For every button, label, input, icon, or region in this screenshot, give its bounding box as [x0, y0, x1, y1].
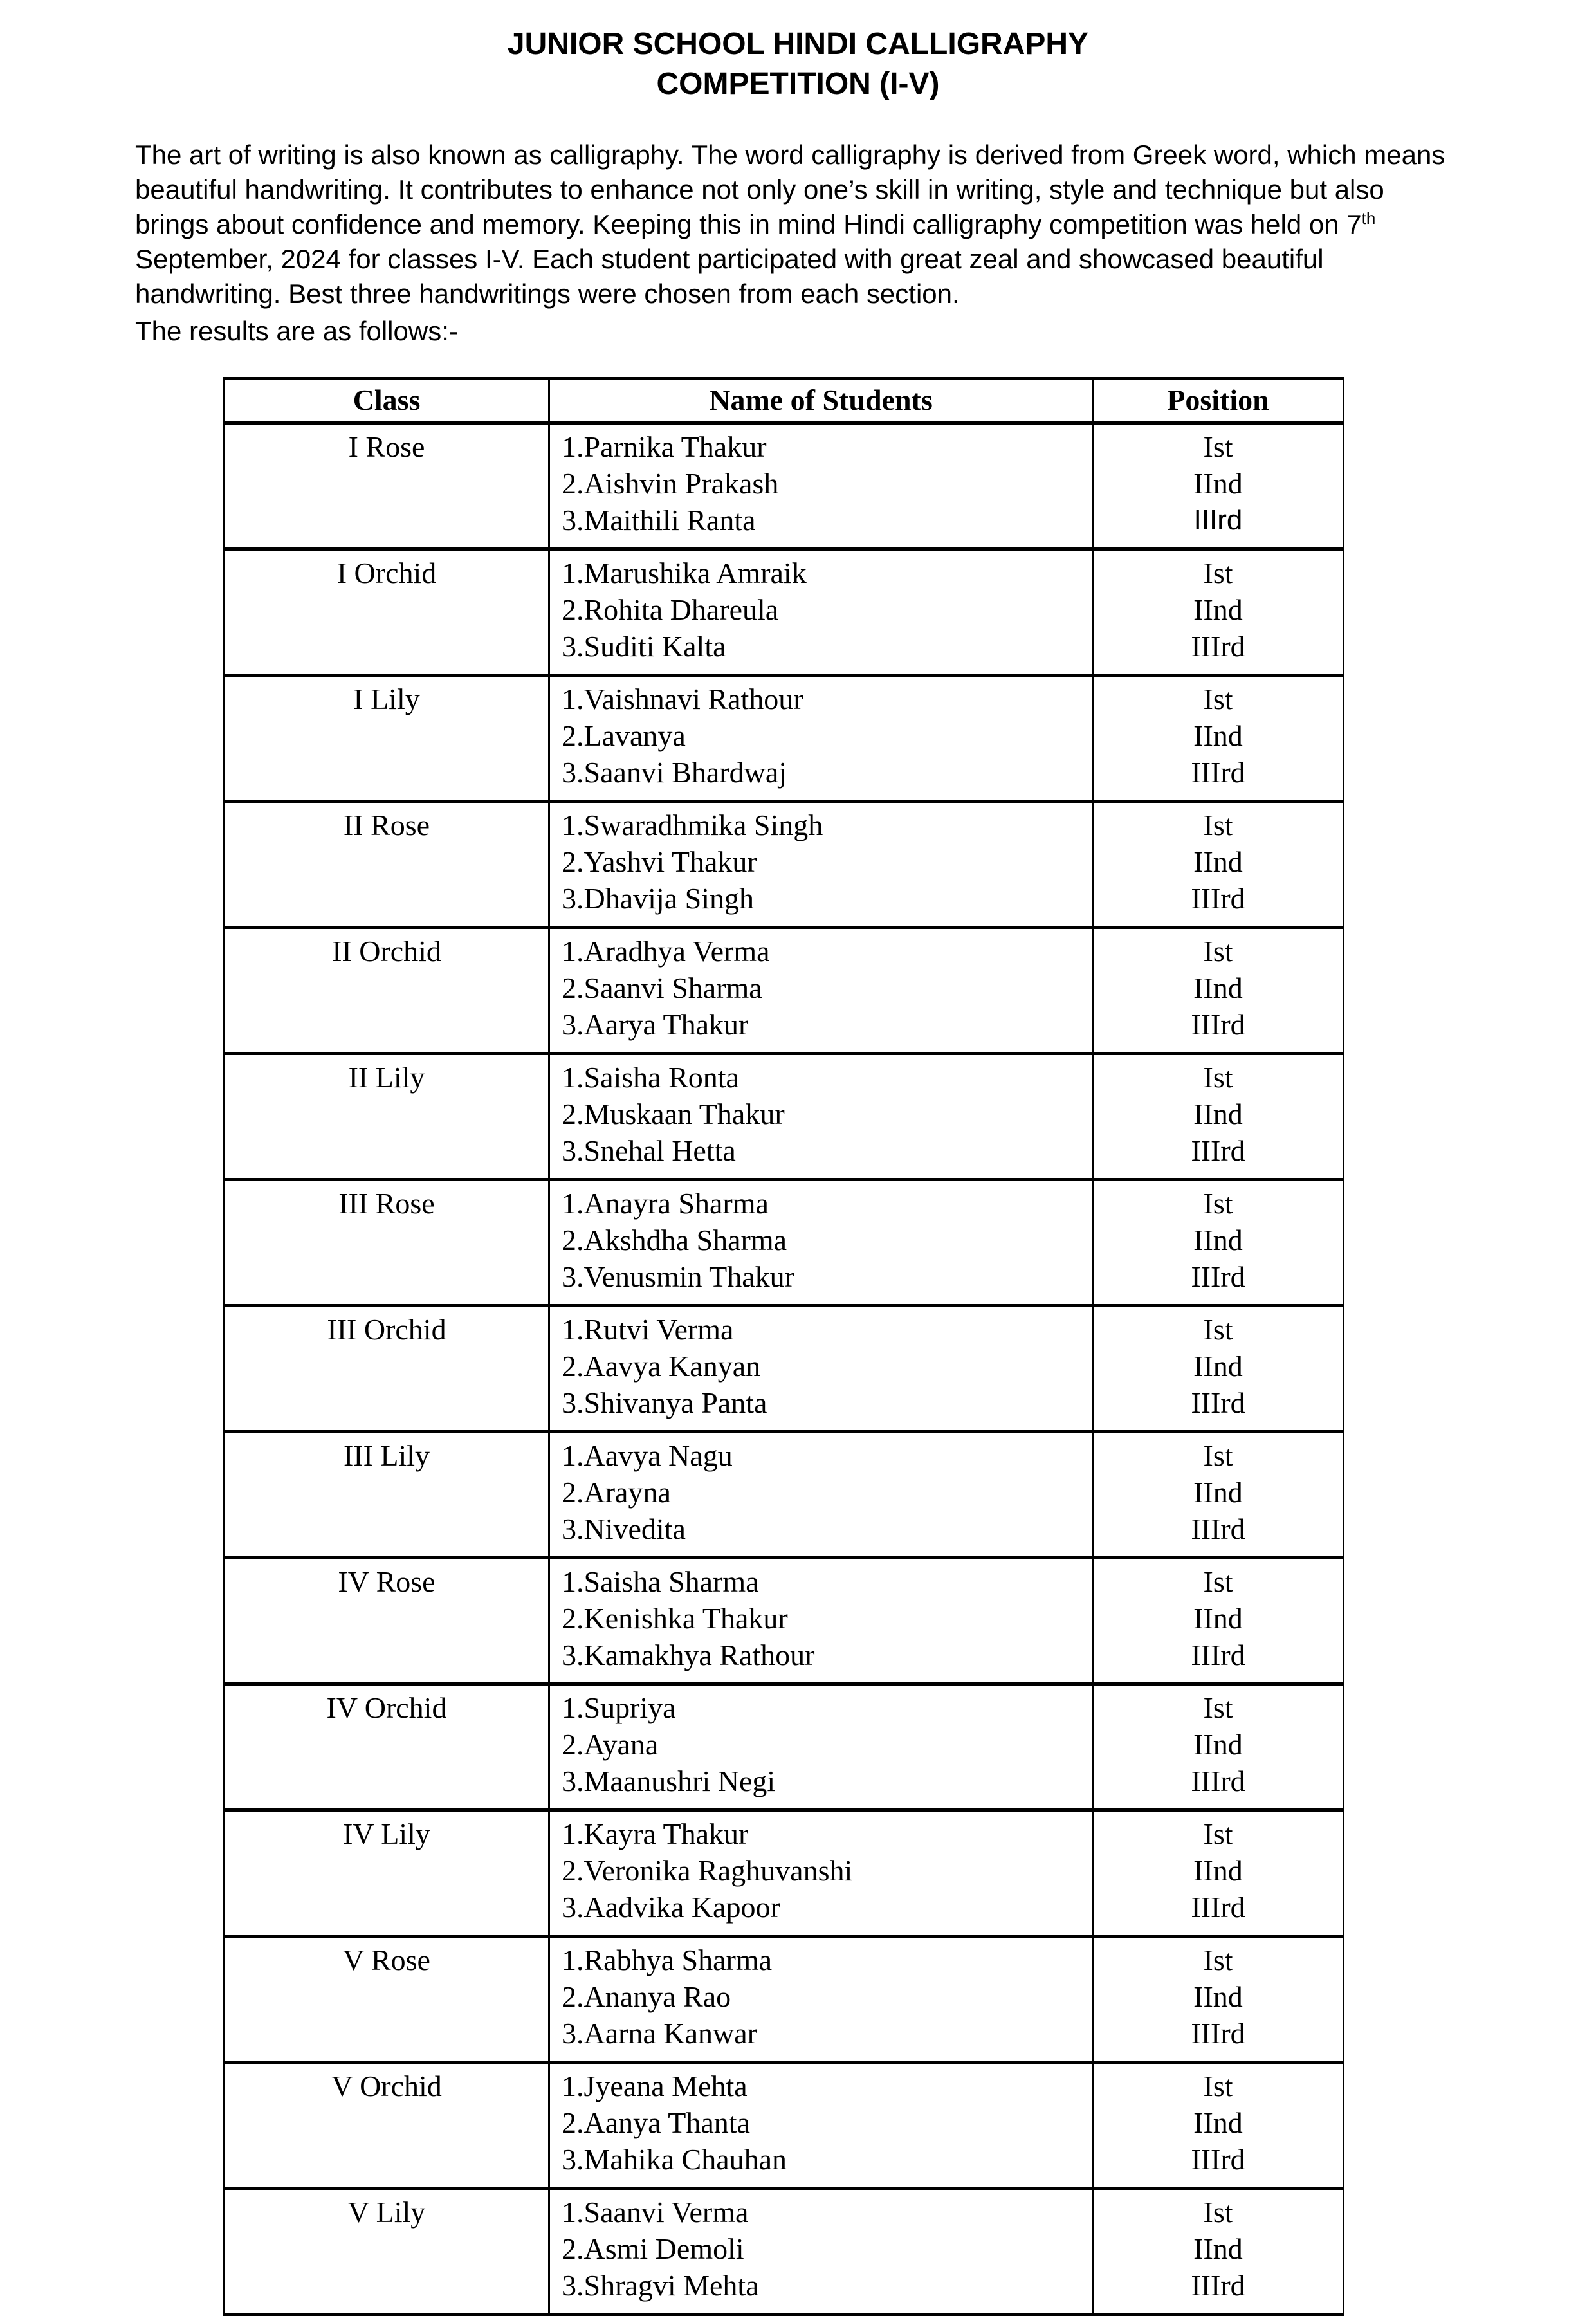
position-line: IInd [1193, 719, 1243, 752]
student-name-line: 1.Aavya Nagu [562, 1439, 733, 1472]
students-cell [549, 928, 1093, 1054]
position-line: IIIrd [1191, 1260, 1245, 1293]
student-name-line: 3.Kamakhya Rathour [562, 1639, 815, 1671]
position-line: IInd [1193, 467, 1243, 500]
position-cell [1093, 549, 1344, 676]
results-table-body [225, 423, 1344, 2315]
position-line: IIIrd [1191, 2017, 1245, 2050]
position-cell [1093, 2063, 1344, 2189]
position-line: IInd [1193, 1098, 1243, 1130]
class-cell: I Orchid [225, 549, 549, 676]
student-name-line: 2.Ananya Rao [562, 1980, 731, 2013]
students-cell [549, 423, 1093, 549]
position-line: Ist [1203, 1691, 1233, 1724]
position-line: IIIrd [1191, 1639, 1245, 1671]
student-name-line: 1.Kayra Thakur [562, 1817, 749, 1850]
position-line: IIIrd [1191, 630, 1245, 663]
students-cell [549, 1936, 1093, 2063]
student-name-line: 2.Akshdha Sharma [562, 1224, 787, 1256]
table-row [225, 2063, 1344, 2189]
table-row [225, 1810, 1344, 1936]
class-cell: I Rose [225, 423, 549, 549]
position-cell [1093, 1306, 1344, 1432]
student-name-line: 3.Shivanya Panta [562, 1386, 767, 1419]
student-name-line: 2.Yashvi Thakur [562, 845, 757, 878]
position-line: IInd [1193, 1350, 1243, 1383]
title-line-1: JUNIOR SCHOOL HINDI CALLIGRAPHY [507, 27, 1089, 61]
position-line: Ist [1203, 1439, 1233, 1472]
student-name-line: 1.Supriya [562, 1691, 676, 1724]
header-cell-names: Name of Students [549, 379, 1093, 423]
student-name-line: 3.Suditi Kalta [562, 630, 726, 663]
table-row [225, 1684, 1344, 1810]
position-line: IInd [1193, 2232, 1243, 2265]
table-row [225, 549, 1344, 676]
results-table [223, 377, 1344, 2316]
students-cell [549, 802, 1093, 928]
position-line: IIIrd [1191, 1134, 1245, 1167]
position-line: IIIrd [1191, 1008, 1245, 1041]
table-row [225, 1180, 1344, 1306]
table-header-row [225, 379, 1344, 423]
student-name-line: 2.Aishvin Prakash [562, 467, 779, 500]
position-line: IIIrd [1191, 1765, 1245, 1797]
student-name-line: 2.Muskaan Thakur [562, 1098, 785, 1130]
position-cell [1093, 802, 1344, 928]
position-line: IInd [1193, 1224, 1243, 1256]
position-line: IIIrd [1191, 2269, 1245, 2302]
results-intro-line: The results are as follows:- [135, 316, 458, 346]
table-row [225, 802, 1344, 928]
position-line: IIIrd [1191, 2143, 1245, 2176]
student-name-line: 2.Aavya Kanyan [562, 1350, 761, 1383]
student-name-line: 1.Saisha Ronta [562, 1061, 739, 1094]
student-name-line: 3.Nivedita [562, 1512, 686, 1545]
position-line: IInd [1193, 1476, 1243, 1509]
student-name-line: 3.Saanvi Bhardwaj [562, 756, 787, 789]
position-cell [1093, 676, 1344, 802]
class-cell: IV Rose [225, 1558, 549, 1684]
table-row [225, 1936, 1344, 2063]
position-line: IIIrd [1191, 1891, 1245, 1924]
intro-paragraph [135, 138, 1461, 311]
position-line: IInd [1193, 593, 1243, 626]
position-line: Ist [1203, 935, 1233, 968]
position-line: Ist [1203, 809, 1233, 841]
class-cell: III Lily [225, 1432, 549, 1558]
table-row [225, 423, 1344, 549]
header-cell-position: Position [1093, 379, 1344, 423]
intro-text-after-superscript: September, 2024 for classes I-V. Each student participated with great zeal and showcased beautiful handwriting. Best three handwritings were chosen from each section. [135, 244, 1324, 309]
class-cell: II Rose [225, 802, 549, 928]
student-name-line: 2.Veronika Raghuvanshi [562, 1854, 853, 1887]
student-name-line: 1.Rutvi Verma [562, 1313, 734, 1346]
position-line: IInd [1193, 1980, 1243, 2013]
student-name-line: 1.Anayra Sharma [562, 1187, 769, 1220]
students-cell [549, 676, 1093, 802]
position-line: IIIrd [1191, 1512, 1245, 1545]
position-cell [1093, 1936, 1344, 2063]
student-name-line: 3.Dhavija Singh [562, 882, 754, 915]
position-line: Ist [1203, 1187, 1233, 1220]
position-line: Ist [1203, 2070, 1233, 2102]
table-row [225, 676, 1344, 802]
class-cell: V Orchid [225, 2063, 549, 2189]
position-line: IInd [1193, 845, 1243, 878]
students-cell [549, 549, 1093, 676]
position-line: IIIrd [1193, 504, 1243, 536]
position-line: IInd [1193, 971, 1243, 1004]
students-cell [549, 1684, 1093, 1810]
students-cell [549, 1432, 1093, 1558]
class-cell: I Lily [225, 676, 549, 802]
position-cell [1093, 1432, 1344, 1558]
student-name-line: 1.Marushika Amraik [562, 556, 807, 589]
student-name-line: 3.Maithili Ranta [562, 504, 756, 537]
position-line: Ist [1203, 430, 1233, 463]
students-cell [549, 1180, 1093, 1306]
students-cell [549, 1558, 1093, 1684]
table-row [225, 2189, 1344, 2315]
class-cell: II Orchid [225, 928, 549, 1054]
student-name-line: 1.Aradhya Verma [562, 935, 770, 968]
table-row [225, 928, 1344, 1054]
position-line: Ist [1203, 1313, 1233, 1346]
student-name-line: 2.Aanya Thanta [562, 2106, 750, 2139]
position-cell [1093, 1810, 1344, 1936]
date-ordinal-superscript: th [1361, 208, 1376, 228]
student-name-line: 2.Asmi Demoli [562, 2232, 744, 2265]
students-cell [549, 1810, 1093, 1936]
student-name-line: 1.Vaishnavi Rathour [562, 683, 803, 715]
position-line: IInd [1193, 2106, 1243, 2139]
position-cell [1093, 1180, 1344, 1306]
students-cell [549, 1306, 1093, 1432]
position-cell [1093, 423, 1344, 549]
position-line: IIIrd [1191, 882, 1245, 915]
class-cell: III Rose [225, 1180, 549, 1306]
student-name-line: 2.Ayana [562, 1728, 659, 1761]
student-name-line: 3.Mahika Chauhan [562, 2143, 787, 2176]
table-row [225, 1306, 1344, 1432]
position-cell [1093, 1558, 1344, 1684]
table-row [225, 1432, 1344, 1558]
student-name-line: 1.Saisha Sharma [562, 1565, 759, 1598]
students-cell [549, 2189, 1093, 2315]
position-line: Ist [1203, 2196, 1233, 2229]
student-name-line: 1.Jyeana Mehta [562, 2070, 748, 2102]
students-cell [549, 2063, 1093, 2189]
table-row [225, 1054, 1344, 1180]
student-name-line: 3.Shragvi Mehta [562, 2269, 759, 2302]
position-line: Ist [1203, 683, 1233, 715]
student-name-line: 2.Kenishka Thakur [562, 1602, 788, 1635]
class-cell: V Lily [225, 2189, 549, 2315]
title-line-2: COMPETITION (I-V) [656, 67, 940, 101]
position-cell [1093, 1684, 1344, 1810]
student-name-line: 1.Swaradhmika Singh [562, 809, 823, 841]
class-cell: V Rose [225, 1936, 549, 2063]
student-name-line: 1.Parnika Thakur [562, 430, 767, 463]
student-name-line: 3.Snehal Hetta [562, 1134, 736, 1167]
class-cell: II Lily [225, 1054, 549, 1180]
document-title [135, 24, 1461, 104]
student-name-line: 3.Aadvika Kapoor [562, 1891, 780, 1924]
position-line: IInd [1193, 1602, 1243, 1635]
student-name-line: 3.Aarna Kanwar [562, 2017, 757, 2050]
intro-text-before-superscript: The art of writing is also known as calligraphy. The word calligraphy is derived from Greek word, which means beautiful handwriting. It contributes to enhance not only one’s skill in writing, style and technique but also brings about confidence and memory. Keeping this in mind Hindi calligraphy competition was held on 7 [135, 140, 1445, 239]
students-cell [549, 1054, 1093, 1180]
header-cell-class: Class [225, 379, 549, 423]
position-line: Ist [1203, 1944, 1233, 1976]
position-line: IIIrd [1191, 1386, 1245, 1419]
position-line: Ist [1203, 1565, 1233, 1598]
position-line: IInd [1193, 1728, 1243, 1761]
student-name-line: 1.Saanvi Verma [562, 2196, 749, 2229]
student-name-line: 2.Saanvi Sharma [562, 971, 762, 1004]
position-cell [1093, 2189, 1344, 2315]
position-line: IIIrd [1191, 756, 1245, 789]
position-cell [1093, 1054, 1344, 1180]
position-line: Ist [1203, 556, 1233, 589]
student-name-line: 2.Rohita Dhareula [562, 593, 779, 626]
class-cell: IV Lily [225, 1810, 549, 1936]
position-line: IInd [1193, 1854, 1243, 1887]
student-name-line: 3.Aarya Thakur [562, 1008, 749, 1041]
position-line: Ist [1203, 1061, 1233, 1094]
position-cell [1093, 928, 1344, 1054]
class-cell: III Orchid [225, 1306, 549, 1432]
table-row [225, 1558, 1344, 1684]
student-name-line: 3.Venusmin Thakur [562, 1260, 795, 1293]
position-line: Ist [1203, 1817, 1233, 1850]
student-name-line: 2.Arayna [562, 1476, 671, 1509]
student-name-line: 3.Maanushri Negi [562, 1765, 776, 1797]
student-name-line: 1.Rabhya Sharma [562, 1944, 773, 1976]
results-table-container [223, 377, 1461, 2316]
class-cell: IV Orchid [225, 1684, 549, 1810]
student-name-line: 2.Lavanya [562, 719, 686, 752]
